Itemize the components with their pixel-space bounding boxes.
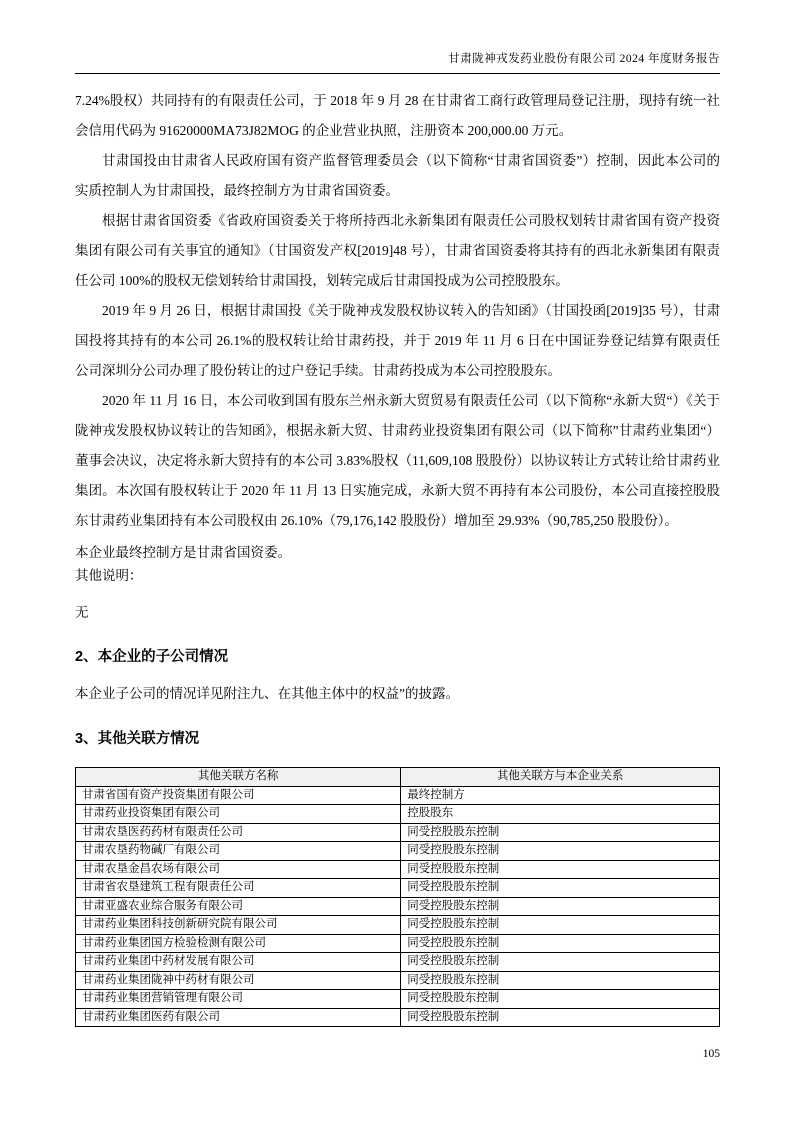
related-party-name-cell: 甘肃药业集团中药材发展有限公司 xyxy=(76,953,401,972)
related-party-name-cell: 甘肃药业集团医药有限公司 xyxy=(76,1008,401,1027)
table-row xyxy=(76,953,720,972)
paragraph-equity-transfer-2020: 2020 年 11 月 16 日，本公司收到国有股东兰州永新大贸贸易有限责任公司（以下简称“永新大贸“）《关于陇神戎发股权协议转让的告知函》，根据永新大贸、甘肃药业投资集团有限公司（以下简称”甘肃药业集团“）董事会决议，决定将永新大贸持有的本公司 3.83%股权（11,609,108 股股份）以协议转让方式转让给甘肃药业集团。本次国有股权转让于 2020 年 11 月 13 日实施完成，永新大贸不再持有本公司股份，本公司直接控股股东甘肃药业集团持有本公司股权由 26.10%（79,176,142 股股份）增加至 29.93%（90,785,250 股股份）。 xyxy=(75,393,720,528)
table-row xyxy=(76,1008,720,1027)
table-row xyxy=(76,786,720,805)
final-controller-line: 本企业最终控制方是甘肃省国资委。 xyxy=(75,545,291,560)
table-header-name: 其他关联方名称 xyxy=(76,768,401,787)
related-party-name-cell: 甘肃农垦金昌农场有限公司 xyxy=(76,860,401,879)
table-header-row xyxy=(76,768,720,787)
related-party-name-cell: 甘肃农垦药物碱厂有限公司 xyxy=(76,842,401,861)
subsidiaries-reference-text: 本企业子公司的情况详见附注九、在其他主体中的权益”的披露。 xyxy=(75,686,459,701)
report-title: 甘肃陇神戎发药业股份有限公司 2024 年度财务报告 xyxy=(448,53,720,65)
table-row xyxy=(76,860,720,879)
table-row xyxy=(76,971,720,990)
section-heading-related-parties: 3、其他关联方情况 xyxy=(75,731,200,747)
paragraph-continuation: 7.24%股权）共同持有的有限责任公司，于 2018 年 9 月 28 在甘肃省工商行政管理局登记注册，现持有统一社会信用代码为 91620000MA73J82MOG 的企业营业执照，注册资本 200,000.00 万元。 xyxy=(75,93,720,138)
related-party-name-cell: 甘肃亚盛农业综合服务有限公司 xyxy=(76,897,401,916)
related-party-relationship-cell: 同受控股股东控制 xyxy=(401,842,720,861)
related-party-relationship-cell: 同受控股股东控制 xyxy=(401,953,720,972)
related-party-relationship-cell: 同受控股股东控制 xyxy=(401,990,720,1009)
other-note-label: 其他说明： xyxy=(75,568,143,583)
related-party-name-cell: 甘肃农垦医药药材有限责任公司 xyxy=(76,823,401,842)
table-header-relationship: 其他关联方与本企业关系 xyxy=(401,768,720,787)
paragraph-control-relationship: 甘肃国投由甘肃省人民政府国有资产监督管理委员会（以下简称“甘肃省国资委”）控制，因此本公司的实质控制人为甘肃国投，最终控制方为甘肃省国资委。 xyxy=(75,153,720,198)
table-row xyxy=(76,897,720,916)
related-party-table xyxy=(75,767,720,1027)
related-party-relationship-cell: 同受控股股东控制 xyxy=(401,916,720,935)
related-party-relationship-cell: 控股股东 xyxy=(401,805,720,824)
table-row xyxy=(76,934,720,953)
table-row xyxy=(76,823,720,842)
related-party-relationship-cell: 同受控股股东控制 xyxy=(401,823,720,842)
related-party-relationship-cell: 同受控股股东控制 xyxy=(401,1008,720,1027)
paragraph-equity-transfer-2019-notice: 根据甘肃省国资委《省政府国资委关于将所持西北永新集团有限责任公司股权划转甘肃省国有资产投资集团有限公司有关事宜的通知》（甘国资发产权[2019]48 号），甘肃省国资委将其持有的西北永新集团有限责任公司 100%的股权无偿划转给甘肃国投，划转完成后甘肃国投成为公司控股股东。 xyxy=(75,213,720,288)
table-row xyxy=(76,990,720,1009)
related-party-name-cell: 甘肃药业集团陇神中药材有限公司 xyxy=(76,971,401,990)
related-party-name-cell: 甘肃药业集团国方检验检测有限公司 xyxy=(76,934,401,953)
table-row xyxy=(76,879,720,898)
related-party-relationship-cell: 同受控股股东控制 xyxy=(401,897,720,916)
other-note-value: 无 xyxy=(75,605,89,620)
related-party-relationship-cell: 最终控制方 xyxy=(401,786,720,805)
related-party-table-head xyxy=(76,768,720,787)
related-party-relationship-cell: 同受控股股东控制 xyxy=(401,860,720,879)
related-party-table-body xyxy=(76,786,720,1027)
related-party-name-cell: 甘肃药业投资集团有限公司 xyxy=(76,805,401,824)
related-party-relationship-cell: 同受控股股东控制 xyxy=(401,934,720,953)
related-party-name-cell: 甘肃省农垦建筑工程有限责任公司 xyxy=(76,879,401,898)
section-heading-subsidiaries: 2、本企业的子公司情况 xyxy=(75,649,229,665)
related-party-name-cell: 甘肃药业集团科技创新研究院有限公司 xyxy=(76,916,401,935)
report-header xyxy=(75,50,720,74)
page-number: 105 xyxy=(702,1048,720,1060)
table-row xyxy=(76,916,720,935)
related-party-relationship-cell: 同受控股股东控制 xyxy=(401,879,720,898)
document-body xyxy=(75,74,720,1027)
related-party-relationship-cell: 同受控股股东控制 xyxy=(401,971,720,990)
related-party-name-cell: 甘肃省国有资产投资集团有限公司 xyxy=(76,786,401,805)
related-party-name-cell: 甘肃药业集团营销管理有限公司 xyxy=(76,990,401,1009)
paragraph-equity-transfer-2019: 2019 年 9 月 26 日，根据甘肃国投《关于陇神戎发股权协议转入的告知函》（甘国投函[2019]35 号），甘肃国投将其持有的本公司 26.1%的股权转让给甘肃药投，并于 2019 年 11 月 6 日在中国证券登记结算有限责任公司深圳分公司办理了股份转让的过户登记手续。甘肃药投成为本公司控股股东。 xyxy=(75,303,720,378)
table-row xyxy=(76,842,720,861)
table-row xyxy=(76,805,720,824)
